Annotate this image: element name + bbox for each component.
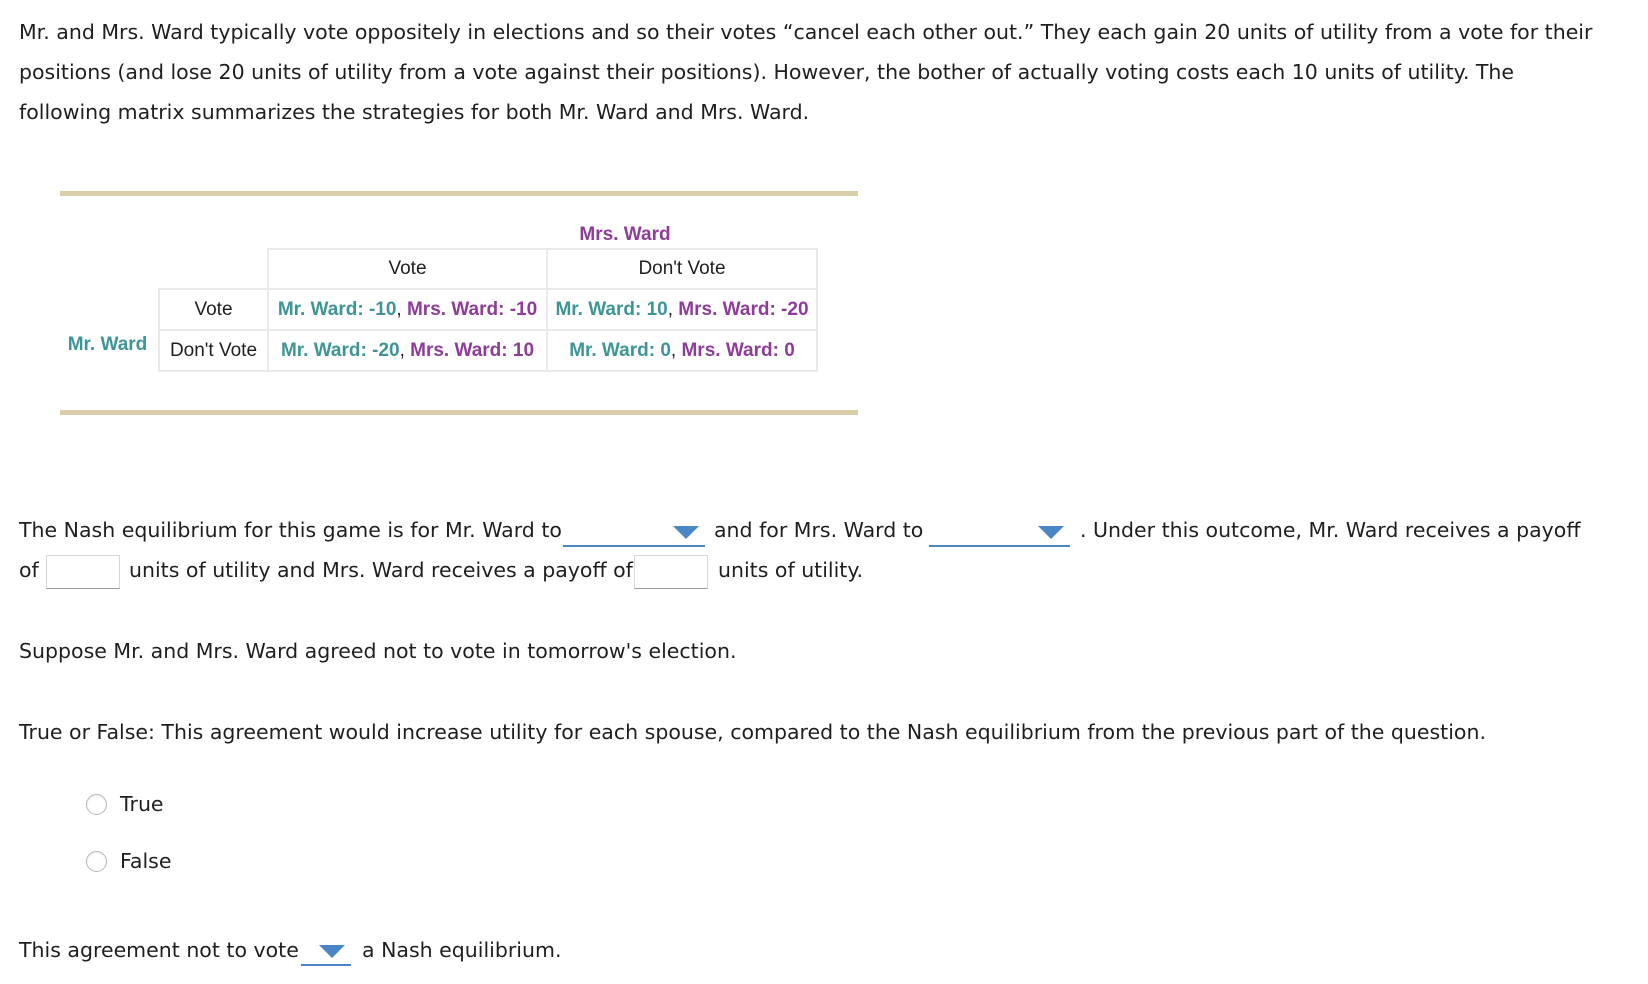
intro-line-3: following matrix summarizes the strategies for both Mr. Ward and Mrs. Ward. xyxy=(19,100,810,124)
radio-button[interactable] xyxy=(86,794,107,815)
agreement-question-text-1: This agreement not to vote xyxy=(19,938,299,962)
matrix-bottom-rule xyxy=(60,410,858,415)
mrs-ward-payoff: Mrs. Ward: 10 xyxy=(410,339,535,361)
payoff-separator: , xyxy=(399,339,405,361)
row-header-dont-vote: Don't Vote xyxy=(158,329,269,372)
payoff-cell-vote-vote xyxy=(267,288,548,331)
payoff-matrix xyxy=(60,196,858,410)
agreement-question-text-2: a Nash equilibrium. xyxy=(362,938,562,962)
nash-equilibrium-dropdown[interactable] xyxy=(301,942,351,966)
payoff-separator: , xyxy=(667,298,674,320)
mrs-ward-payoff-input[interactable] xyxy=(634,555,708,589)
radio-label: False xyxy=(120,849,172,873)
mr-ward-strategy-dropdown[interactable] xyxy=(563,523,705,547)
nash-question-text-3: . Under this outcome, Mr. Ward receives a payoff xyxy=(1080,518,1581,542)
nash-question-text-1: The Nash equilibrium for this game is for Mr. Ward to xyxy=(19,518,562,542)
scenario-text: Suppose Mr. and Mrs. Ward agreed not to vote in tomorrow's election. xyxy=(19,639,737,663)
radio-label: True xyxy=(120,792,164,816)
true-false-prompt: True or False: This agreement would increase utility for each spouse, compared to the Nash equilibrium from the previous part of the question. xyxy=(19,720,1486,744)
mr-ward-payoff: Mr. Ward: -20 xyxy=(280,339,400,361)
column-header-dont-vote: Don't Vote xyxy=(546,248,818,290)
mr-ward-payoff: Mr. Ward: 0 xyxy=(569,339,671,361)
nash-question-text-4: of xyxy=(19,558,39,582)
chevron-down-icon xyxy=(319,945,345,958)
nash-question-text-2: and for Mrs. Ward to xyxy=(714,518,924,542)
intro-line-1: Mr. and Mrs. Ward typically vote oppositely in elections and so their votes “cancel each other out.” They each gain 20 units of utility from a vote for their xyxy=(19,20,1593,44)
payoff-cell-vote-dontvote xyxy=(546,288,818,331)
chevron-down-icon xyxy=(1038,526,1064,539)
chevron-down-icon xyxy=(673,526,699,539)
payoff-cell-dontvote-vote xyxy=(267,329,548,372)
row-player-label: Mr. Ward xyxy=(67,334,148,355)
radio-option-false[interactable] xyxy=(86,849,171,873)
mr-ward-payoff-input[interactable] xyxy=(46,555,120,589)
intro-line-2: positions (and lose 20 units of utility from a vote against their positions). However, the bother of actually voting costs each 10 units of utility. The xyxy=(19,60,1515,84)
radio-option-true[interactable] xyxy=(86,792,164,816)
payoff-separator: , xyxy=(396,298,402,320)
mrs-ward-payoff: Mrs. Ward: 0 xyxy=(681,339,795,361)
payoff-separator: , xyxy=(670,339,677,361)
mr-ward-payoff: Mr. Ward: -10 xyxy=(277,298,397,320)
nash-question-text-5: units of utility and Mrs. Ward receives a payoff of xyxy=(129,558,633,582)
nash-question-text-6: units of utility. xyxy=(718,558,864,582)
mrs-ward-payoff: Mrs. Ward: -10 xyxy=(406,298,538,320)
mrs-ward-strategy-dropdown[interactable] xyxy=(929,523,1070,547)
mr-ward-payoff: Mr. Ward: 10 xyxy=(555,298,668,320)
column-player-label: Mrs. Ward xyxy=(579,224,671,245)
row-header-vote: Vote xyxy=(158,288,269,331)
payoff-cell-dontvote-dontvote xyxy=(546,329,818,372)
column-header-vote: Vote xyxy=(267,248,548,290)
intro-paragraph xyxy=(19,12,1619,132)
mrs-ward-payoff: Mrs. Ward: -20 xyxy=(678,298,809,320)
radio-button[interactable] xyxy=(86,851,107,872)
